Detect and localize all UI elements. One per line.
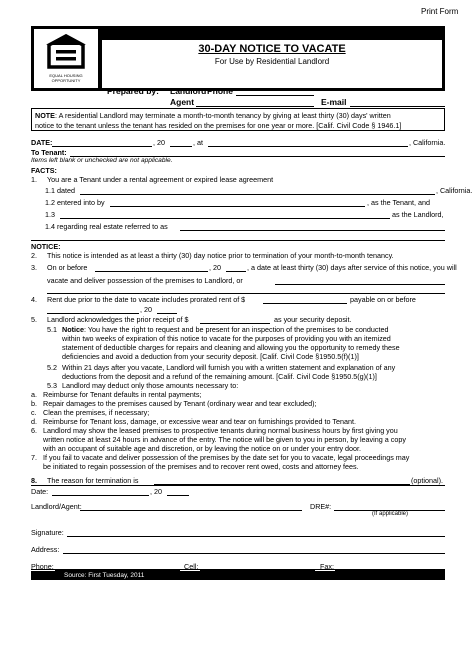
print-form-link[interactable]: Print Form bbox=[421, 7, 459, 16]
date2-20: , 20 bbox=[150, 487, 162, 496]
date2-field[interactable] bbox=[52, 495, 149, 496]
notice-5-1-b: within two weeks of expiration of this notice to vacate for the purposes of providing you with an itemized bbox=[62, 334, 391, 343]
date-20: , 20 bbox=[153, 138, 165, 147]
notice-4-20: , 20 bbox=[140, 305, 152, 314]
reason-line-2[interactable] bbox=[31, 485, 445, 486]
notice-7: 7. If you fail to vacate and deliver possession of the premises by the date set for you to vacate, legal proceedings may bbox=[31, 453, 410, 462]
notice-6: 6. Landlord may show the leased premises to prospective tenants during normal business hours by first giving you bbox=[31, 426, 398, 435]
optional-text: (optional). bbox=[411, 476, 443, 485]
notice-5: 5. Landlord acknowledges the prior receipt of $ bbox=[31, 315, 189, 324]
email-label: E-mail bbox=[321, 97, 347, 107]
notice-6-c: with an occupant of suitable age and discretion, or by leaving the notice on or under your entry door. bbox=[43, 444, 362, 453]
fact-1-3: 1.3 bbox=[45, 210, 55, 219]
landlord-agent-label: Landlord/Agent: bbox=[31, 502, 82, 511]
vacate-date-field[interactable] bbox=[95, 271, 208, 272]
notice-7-b: be initiated to regain possession of the premises and to recover rent owed, costs and attorney fees. bbox=[43, 462, 359, 471]
fact-1-1-field[interactable] bbox=[80, 194, 435, 195]
note-line-1: NOTE: A residential Landlord may terminate a month-to-month tenancy by giving at least thirty (30) days' written bbox=[35, 111, 391, 120]
notice-c: c. Clean the premises, if necessary; bbox=[31, 408, 150, 417]
blank-note: Items left blank or unchecked are not applicable. bbox=[31, 157, 173, 164]
source-text: Source: First Tuesday, 2011 bbox=[64, 572, 145, 579]
phone-label: Phone bbox=[207, 86, 233, 96]
fact-1-4-field[interactable] bbox=[180, 230, 445, 231]
equal-housing-logo bbox=[34, 29, 98, 88]
note-box bbox=[31, 108, 445, 131]
notice-5-tail: as your security deposit. bbox=[274, 315, 352, 324]
prorated-rent-field[interactable] bbox=[263, 303, 347, 304]
notice-5-2-b: deductions from the deposit and a refund of the remaining amount. [Calif. Civil Code §1950.5(g)(1)] bbox=[62, 372, 377, 381]
notice-3: 3. On or before bbox=[31, 263, 88, 272]
agent-label: Agent bbox=[170, 97, 195, 107]
vacate-alt-field[interactable] bbox=[275, 284, 445, 285]
logo-caption-1: EQUAL HOUSING bbox=[49, 73, 83, 78]
date-field[interactable] bbox=[52, 146, 152, 147]
rent-date-field[interactable] bbox=[47, 313, 139, 314]
phone2-label: Phone: bbox=[31, 562, 54, 571]
page-subtitle: For Use by Residential Landlord bbox=[214, 57, 330, 66]
notice-6-b: written notice at least 24 hours in advance of the entry. The notice will be given to you in person, by leaving a copy bbox=[43, 435, 406, 444]
phone-field[interactable] bbox=[236, 95, 314, 96]
notice-a: a. Reimburse for Tenant defaults in rental payments; bbox=[31, 390, 202, 399]
notice-2: 2. This notice is intended as at least a thirty (30) day notice prior to termination of your month-to-month tenancy. bbox=[31, 251, 394, 260]
california-text: , California. bbox=[409, 138, 446, 147]
notice-b: b. Repair damages to the premises caused by Tenant (ordinary wear and tear excluded); bbox=[31, 399, 317, 408]
notice-4-due: payable on or before bbox=[350, 295, 416, 304]
fact-1-1-tail: , California. bbox=[436, 186, 473, 195]
notice-3-line2: vacate and deliver possession of the premises to Landlord, or bbox=[47, 276, 243, 285]
fact-1-2-tail: , as the Tenant, and bbox=[367, 198, 431, 207]
date-at: , at bbox=[193, 138, 203, 147]
date2-label: Date: bbox=[31, 487, 49, 496]
notice-5-1: 5.1 Notice: You have the right to request and be present for an inspection of the premises to be conducted bbox=[47, 325, 389, 334]
signature-field[interactable] bbox=[67, 536, 445, 537]
fact-extra-line[interactable] bbox=[31, 240, 445, 241]
dre-label: DRE#: bbox=[310, 502, 332, 511]
fact-1-3-tail: as the Landlord, bbox=[392, 210, 444, 219]
note-line-2: notice to the tenant unless the tenant has resided on the premises for one year or more. [Calif. Civil Code § 1946.1] bbox=[35, 121, 402, 130]
date-label: DATE: bbox=[31, 138, 53, 147]
vacate-alt-line[interactable] bbox=[47, 293, 445, 294]
fact-1-2: 1.2 entered into by bbox=[45, 198, 105, 207]
fact-1-1: 1.1 dated bbox=[45, 186, 75, 195]
page-title: 30-DAY NOTICE TO VACATE bbox=[198, 43, 346, 55]
address-label: Address: bbox=[31, 545, 60, 554]
if-applicable: (If applicable) bbox=[372, 511, 409, 517]
house-icon bbox=[34, 29, 98, 73]
notice-label: NOTICE: bbox=[31, 242, 61, 251]
notice-5-1-c: statement of deductible charges for repairs and cleaning and allowing you the opportunity to remedy these bbox=[62, 343, 400, 352]
rent-year-field[interactable] bbox=[157, 313, 177, 314]
notice-3-20: , 20 bbox=[209, 263, 221, 272]
fact-1-4: 1.4 regarding real estate referred to as bbox=[45, 222, 168, 231]
landlord-label: Landlord bbox=[170, 86, 207, 96]
notice-5-2: 5.2 Within 21 days after you vacate, Landlord will furnish you with a written statement and explanation of any bbox=[47, 363, 396, 372]
deposit-field[interactable] bbox=[200, 323, 270, 324]
fax-label: Fax: bbox=[320, 562, 334, 571]
vacate-year-field[interactable] bbox=[226, 271, 246, 272]
notice-5-1-d: deficiencies and avoid a deduction from your security deposit. [Calif. Civil Code §1950.5(f)(1)] bbox=[62, 352, 359, 361]
fact-1: 1. You are a Tenant under a rental agreement or expired lease agreement bbox=[31, 175, 274, 184]
logo-caption-2: OPPORTUNITY bbox=[51, 78, 81, 83]
prepared-by-label: Prepared by: bbox=[107, 86, 159, 96]
agent-field[interactable] bbox=[196, 106, 314, 107]
signature-label: Signature: bbox=[31, 528, 64, 537]
address-field[interactable] bbox=[63, 553, 445, 554]
cell-label: Cell: bbox=[184, 562, 199, 571]
to-tenant-label: To Tenant: bbox=[31, 148, 67, 157]
notice-4: 4. Rent due prior to the date to vacate includes prorated rent of $ bbox=[31, 295, 246, 304]
notice-d: d. Reimburse for Tenant loss, damage, or excessive wear and tear on furnishings provided to Tenant. bbox=[31, 417, 356, 426]
year-field[interactable] bbox=[170, 146, 192, 147]
notice-5-3: 5.3 Landlord may deduct only those amounts necessary to: bbox=[47, 381, 239, 390]
email-field[interactable] bbox=[350, 106, 445, 107]
notice-8: 8. The reason for termination is bbox=[31, 476, 139, 485]
notice-3-rest: , a date at least thirty (30) days after service of this notice, you will bbox=[247, 263, 457, 272]
fact-1-2-field[interactable] bbox=[110, 206, 365, 207]
title-panel bbox=[102, 40, 442, 88]
city-field[interactable] bbox=[208, 146, 408, 147]
fact-1-3-field[interactable] bbox=[60, 218, 390, 219]
landlord-agent-field[interactable] bbox=[80, 510, 302, 511]
date2-year-field[interactable] bbox=[167, 495, 189, 496]
facts-label: FACTS: bbox=[31, 166, 57, 175]
